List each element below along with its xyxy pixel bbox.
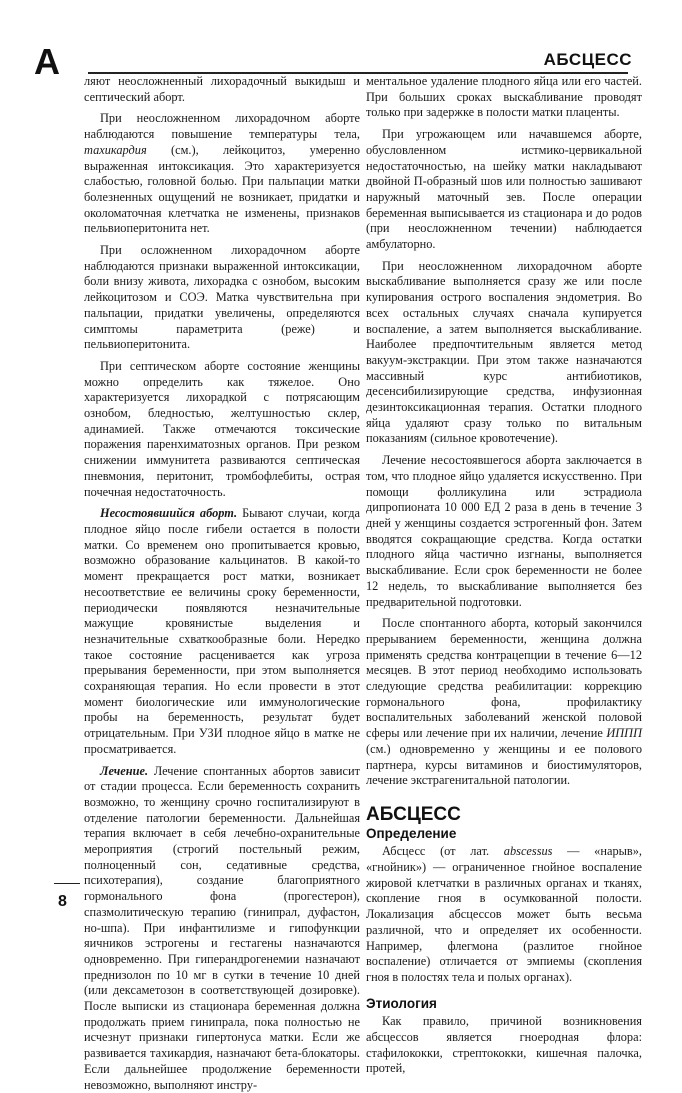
article-title: АБСЦЕСС	[366, 803, 461, 825]
paragraph: Лечение. Лечение спонтанных абортов зависит от стадии процесса. Если беременность сохранить возможно, то женщину срочно госпитализируют в отделение патологии беременности. Дальнейшая терапия включает в себя лечебно-охранительные мероприятия (строгий постельный режим, полноценный сон, седативные средства, психотерапия), создание благоприятного гормонального фона (прогестерон), спазмолитическую терапию (гинипрал, дуфастон, но-шпа). При инфантилизме и гипофункции яичников эстрогены и гестагены назначаются одновременно. При гиперандрогенемии назначают преднизолон по 10 мг в сутки в течение 10 дней (или дексаметозон в соответствующей дозировке). После выписки из стационара беременная должна продолжать прием гинипрала, пока полностью не исчезнут признаки гипертонуса матки. Если же развивается тахикардия, назначают бета-блокаторы. Если дальнейшее продолжение беременности невозможно, выполняют инстру-	[84, 763, 360, 1092]
paragraph: Лечение несостоявшегося аборта заключается в том, что плодное яйцо удаляется искусственно. При помощи фолликулина или эстрадиола дипропионата 10 000 ЕД 2 раза в день в течение 3 дней у женщины создается эстрогенный фон. Затем вводятся сокращающие средства. Когда остатки плодного яйца частично изгнаны, выполняется выскабливание. Если срок беременности не более 12 недель, то выскабливание выполняется без предварительной подготовки.	[366, 453, 642, 609]
paragraph: ляют неосложненный лихорадочный выкидыш и септический аборт.	[84, 74, 360, 104]
paragraph: При септическом аборте состояние женщины можно определить как тяжелое. Оно характеризуется лихорадкой с потрясающим ознобом, бледностью, желтушностью склер, адинамией. Также отмечаются токсические поражения паренхиматозных органов. При резком снижении иммунитета развиваются септическая пневмония, перитонит, тромбофлебиты, острая почечная недостаточность.	[84, 358, 360, 499]
paragraph: ментальное удаление плодного яйца или его частей. При больших сроках выскабливание проводят только при задержке в полости матки плаценты.	[366, 74, 642, 120]
paragraph: После спонтанного аборта, который закончился прерыванием беременности, женщина должна применять средства контрацепции в течение 6—12 месяцев. В этот период необходимо использовать следующие средства реабилитации: коррекцию гормонального фона, профилактику воспалительных заболеваний женской половой сферы или лечение при их наличии, лечение ИППП (см.) одновременно у женщины и ее полового партнера, курсы витаминов и биостимуляторов, лечение экстрагенитальной патологии.	[366, 616, 642, 788]
paragraph: Несостоявшийся аборт. Бывают случаи, когда плодное яйцо после гибели остается в полости матки. Со временем оно пропитывается кровью, возможно образование кальцинатов. В какой-то момент прекращается рост матки, возникает несоответствие ее величины сроку беременности, периодически появляются незначительные мажущие кровянистые выделения и незначительные схваткообразные боли. Нередко такое состояние расценивается как угроза прерывания беременности, при этом выполняется сохраняющая терапия. Но если провести в этот момент биологические или иммунологические пробы на беременность, результат будет отрицательным. При УЗИ плодное яйцо в матке не просматривается.	[84, 506, 360, 756]
paragraph: При неосложненном лихорадочном аборте наблюдаются повышение температуры тела, тахикардия (см.), лейкоцитоз, умеренно выраженная интоксикация. Это характеризуется слабостью, головной болью. При пальпации матки болезненных ощущений не возникает, придатки и околоматочная клетчатка не изменены, признаков пельвиоперитонита нет.	[84, 111, 360, 236]
etiology-heading: Этиология	[366, 995, 437, 1011]
paragraph: Как правило, причиной возникновения абсцессов является гноеродная флора: стафилококки, стрептококки, кишечная палочка, протей,	[366, 1014, 642, 1076]
running-title: АБСЦЕСС	[543, 50, 632, 69]
right-column	[366, 74, 642, 1077]
left-column	[84, 74, 360, 1093]
definition-heading: Определение	[366, 825, 457, 841]
section-letter: А	[34, 41, 60, 82]
paragraph: При неосложненном лихорадочном аборте выскабливание выполняется сразу же или после купирования острого воспаления эндометрия. Во всех остальных случаях сначала купируется воспаление, а затем выполняется выскабливание. Наиболее предпочтительным является метод вакуум-экстракции. При этом также назначаются массивный курс антибиотиков, десенсибилизирующие средства, инфузионная дезинтоксикационная терапия. Остатки плодного яйца удаляют сразу только по витальным показаниям (сильное кровотечение).	[366, 258, 642, 446]
term-link: тахикардия	[84, 142, 147, 157]
folio-rule	[54, 883, 80, 884]
term-link: ИППП	[606, 726, 642, 741]
run-in-heading: Несостоявшийся аборт.	[100, 506, 238, 521]
paragraph: Абсцесс (от лат. abscessus — «нарыв», «гнойник») — ограниченное гнойное воспаление жировой клетчатки в различных органах и тканях, скопление гноя в осумкованной полости. Локализация абсцессов может быть весьма различной, что и определяет их особенности. Например, флегмона (разлитое гнойное воспаление) отличается от эмпиемы (скопления гноя в полостях тела и полых органах).	[366, 844, 642, 984]
paragraph: При осложненном лихорадочном аборте наблюдаются признаки выраженной интоксикации, боли внизу живота, лихорадка с ознобом, высоким лейкоцитозом и СОЭ. Матка чувствительна при пальпации, придатки увеличены, определяются симптомы параметрита (реже) и пельвиоперитонита.	[84, 243, 360, 352]
run-in-heading: Лечение.	[100, 763, 149, 778]
page-number: 8	[58, 893, 67, 910]
paragraph: При угрожающем или начавшемся аборте, обусловленном истмико-цервикальной недостаточностью, на шейку матки накладывают двойной П-образный шов или полностью зашивают наружный маточный зев. После операции беременная выписывается из стационара и до родов (при неосложненном течении) наблюдается амбулаторно.	[366, 127, 642, 252]
latin-term: abscessus	[503, 844, 553, 859]
